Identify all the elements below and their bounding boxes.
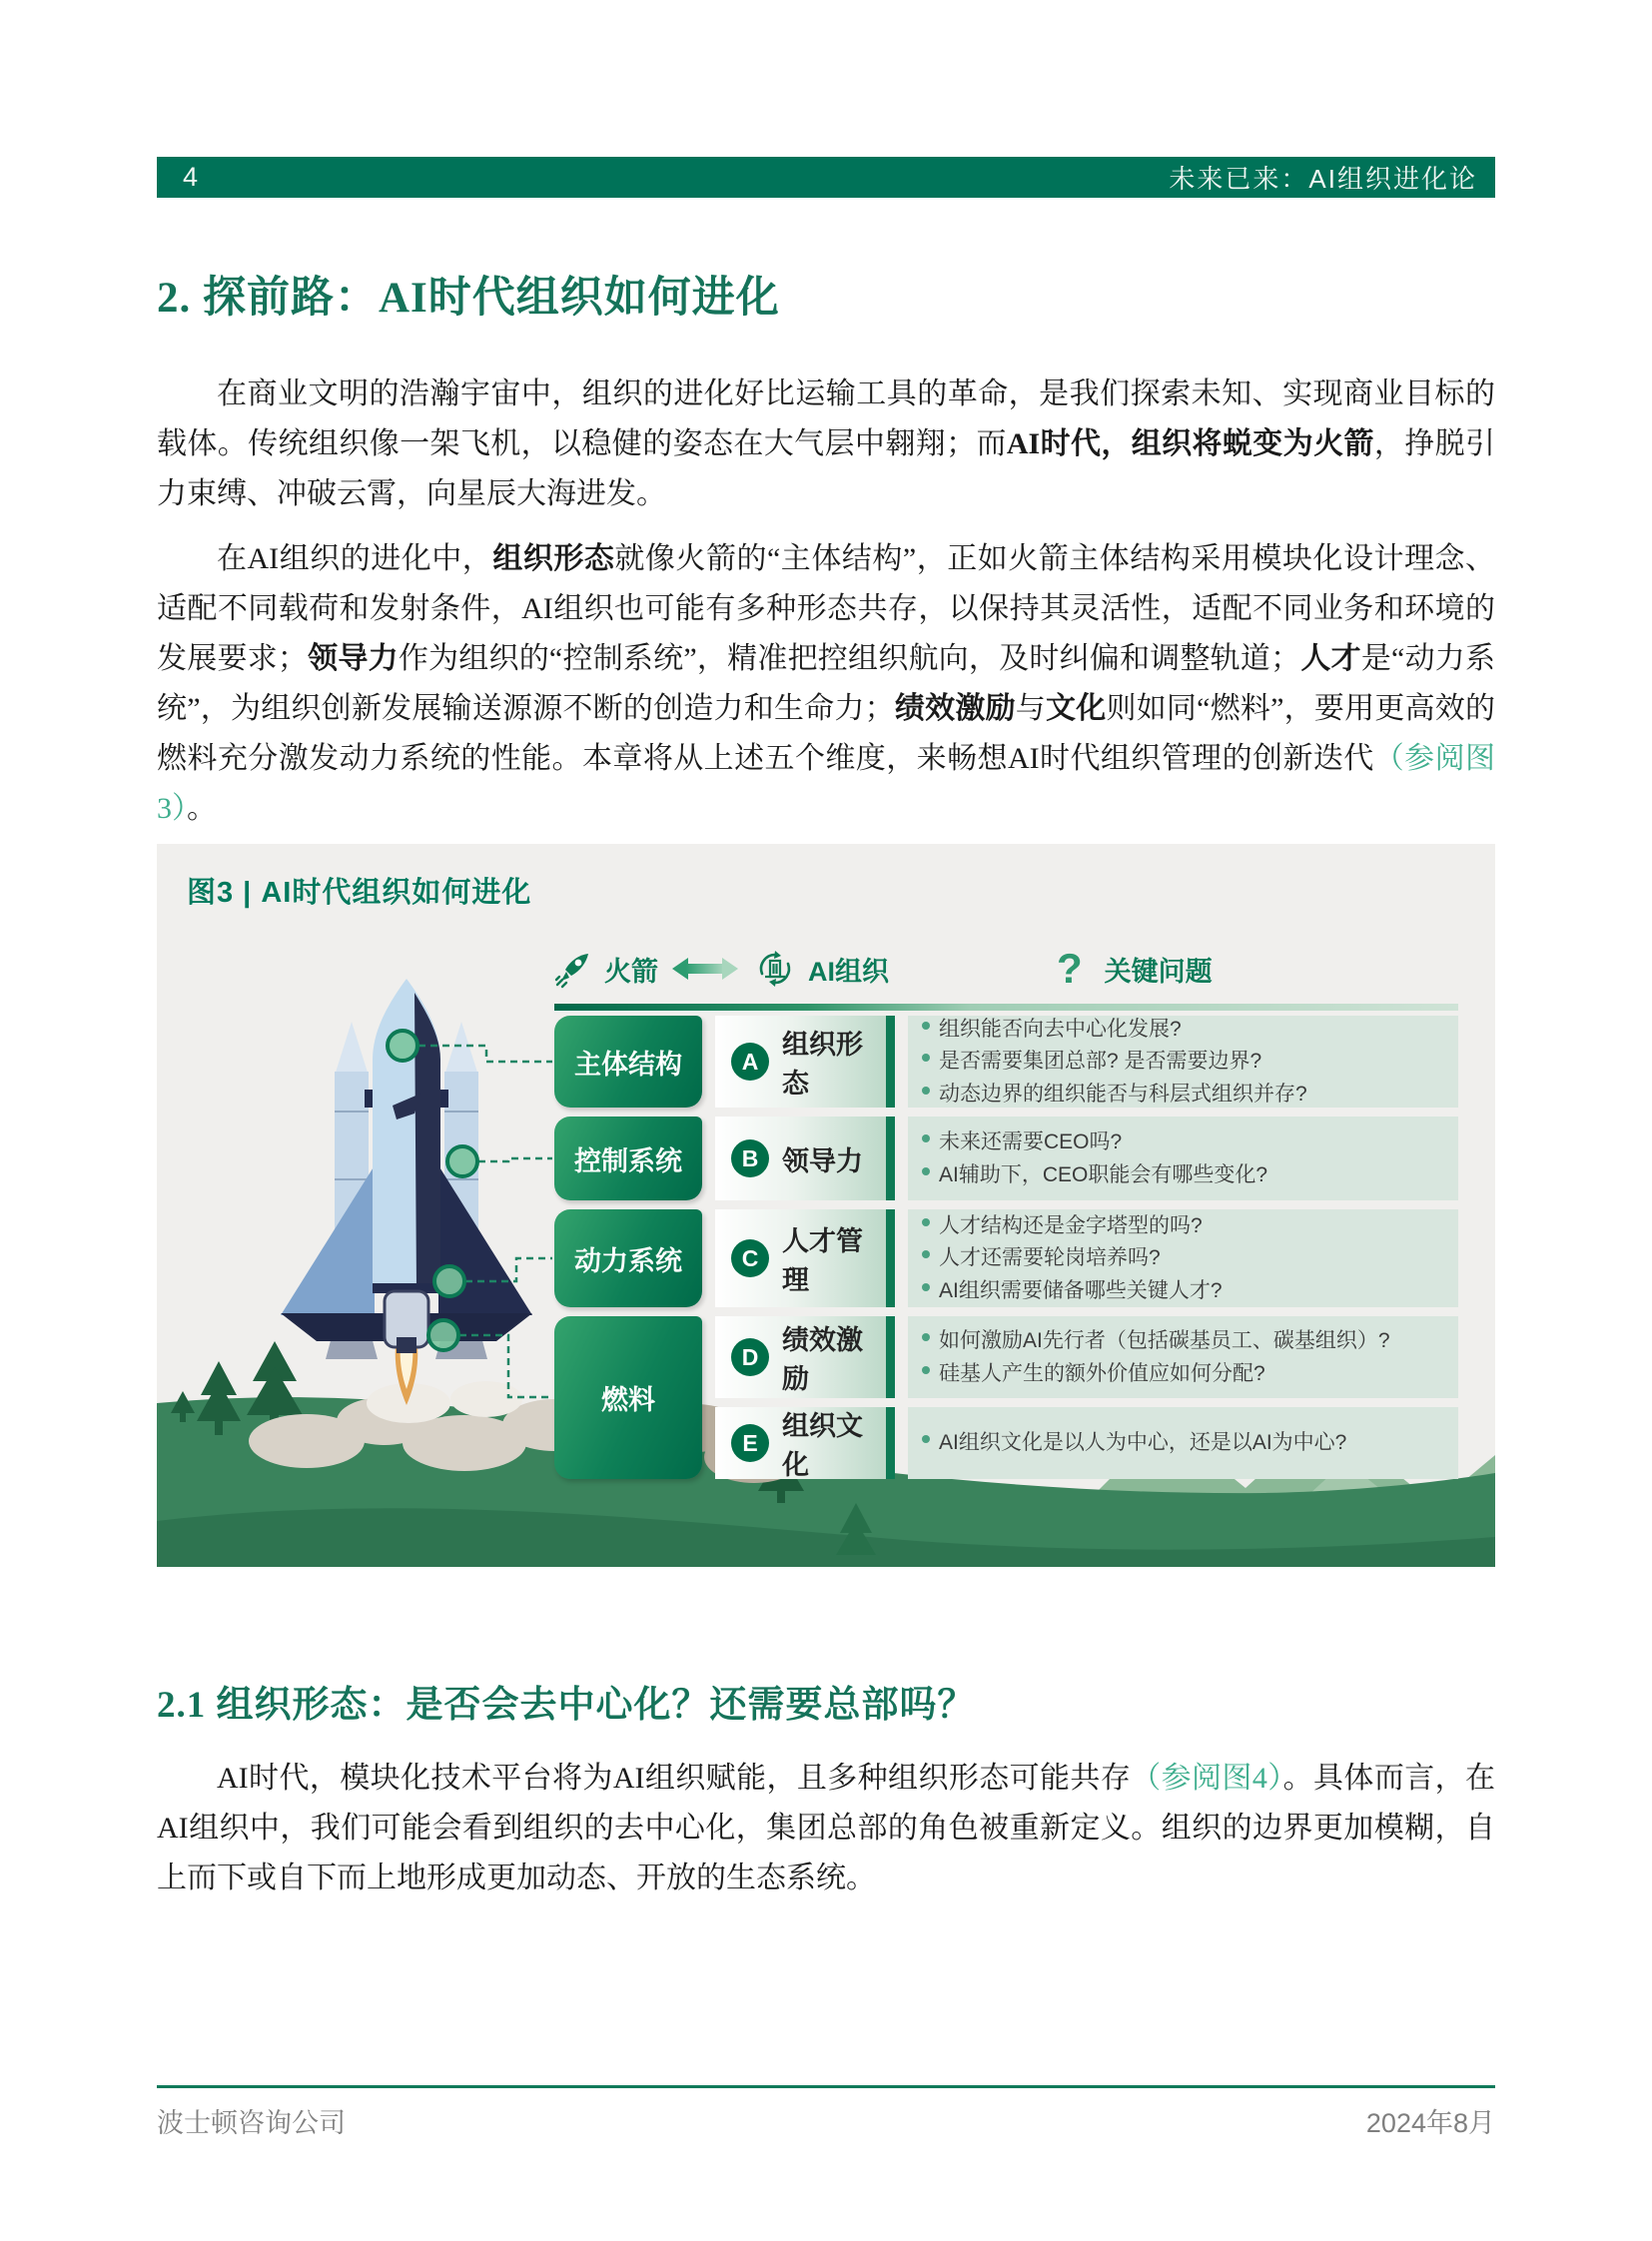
figure-title: 图3 | AI时代组织如何进化 [187, 877, 532, 909]
badge-a: A [731, 1043, 769, 1081]
bullet-dot [922, 1218, 930, 1226]
badge-e: E [731, 1424, 769, 1462]
question-text: 人才结构还是金字塔型的吗? [939, 1214, 1203, 1238]
aspect-label-d: 绩效激励 [782, 1325, 863, 1394]
bullet-dot [922, 1250, 930, 1258]
rocket-part-box-fuel: 燃料 [554, 1316, 702, 1479]
question-item [922, 1429, 1452, 1456]
text-run: 则如同“燃料”，要用更高效的燃料充分激发动力系统的性能。本章将从上述五个维度，来畅想AI时代组织管理的创新迭代 [157, 692, 1496, 775]
question-text: 组织能否向去中心化发展? [939, 1018, 1182, 1042]
aspect-cell-b [715, 1117, 895, 1200]
question-item [922, 1360, 1452, 1387]
text-run: 。具体而言，在AI组织中，我们可能会看到组织的去中心化，集团总部的角色被重新定义。组织的边界更加模糊，自上而下或自下而上地形成更加动态、开放的生态系统。 [157, 1762, 1496, 1894]
text-run: AI时代，模块化技术平台将为AI组织赋能，且多种组织形态可能共存 [217, 1762, 1132, 1795]
text-run: 是“动力系统”，为组织创新发展输送源源不断的创造力和生命力； [157, 642, 1496, 725]
bold-text: 组织形态 [492, 542, 615, 575]
question-item [922, 1212, 1452, 1239]
paragraph-2 [157, 534, 1495, 834]
bullet-dot [922, 1333, 930, 1341]
badge-b: B [731, 1139, 769, 1177]
bold-text: 文化 [1046, 692, 1107, 725]
figure-legend [554, 940, 1458, 998]
legend-rocket-label: 火箭 [604, 956, 658, 987]
page-header-bar [157, 157, 1495, 198]
double-arrow-icon [672, 956, 738, 982]
rocket-icon [554, 949, 594, 989]
rocket-part-box-control: 控制系统 [554, 1117, 702, 1200]
section-2-title: 2. 探前路：AI时代组织如何进化 [157, 275, 780, 322]
question-text: 如何激励AI先行者（包括碳基员工、碳基组织）? [939, 1329, 1390, 1353]
legend-questions-group [1057, 945, 1213, 992]
bullet-dot [922, 1366, 930, 1374]
aspect-label-b: 领导力 [782, 1145, 863, 1176]
rocket-part-box-power: 动力系统 [554, 1209, 702, 1307]
question-item [922, 1244, 1452, 1271]
badge-d: D [731, 1338, 769, 1376]
document-title: 未来已来：AI组织进化论 [1169, 164, 1477, 194]
question-item [922, 1128, 1452, 1155]
rocket-part-box-structure: 主体结构 [554, 1016, 702, 1108]
page-number: 4 [183, 162, 199, 192]
question-text: 动态边界的组织能否与科层式组织并存? [939, 1082, 1307, 1106]
question-item [922, 1081, 1452, 1108]
question-text: 硅基人产生的额外价值应如何分配? [939, 1361, 1265, 1385]
text-run: ，挣脱引力束缚、冲破云霄，向星辰大海进发。 [157, 427, 1496, 510]
bullet-dot [922, 1167, 930, 1175]
bullet-dot [922, 1283, 930, 1291]
text-run: 在商业文明的浩瀚宇宙中，组织的进化好比运输工具的革命，是我们探索未知、实现商业目标的载体。传统组织像一架飞机，以稳健的姿态在大气层中翱翔；而 [157, 377, 1495, 460]
question-item [922, 1048, 1452, 1075]
question-item [922, 1277, 1452, 1304]
bullet-dot [922, 1134, 930, 1142]
text-run: 作为组织的“控制系统”，精准把控组织航向，及时纠偏和调整轨道； [398, 642, 1301, 675]
questions-cell-b [908, 1117, 1458, 1200]
legend-questions-label: 关键问题 [1104, 956, 1213, 987]
aspect-label-e: 组织文化 [782, 1411, 863, 1480]
questions-cell-e [908, 1407, 1458, 1479]
aspect-cell-d [715, 1316, 895, 1398]
text-run: 就像火箭的“主体结构”，正如火箭主体结构采用模块化设计理念、适配不同载荷和发射条件，AI组织也可能有多种形态共存，以保持其灵活性，适配不同业务和环境的发展要求； [157, 542, 1496, 675]
footer-date: 2024年8月 [1365, 2108, 1495, 2138]
bullet-dot [922, 1435, 930, 1443]
questions-cell-c [908, 1209, 1458, 1307]
question-text: 是否需要集团总部? 是否需要边界? [939, 1050, 1262, 1074]
question-item [922, 1327, 1452, 1354]
text-run: 与 [1015, 692, 1047, 725]
bullet-dot [922, 1022, 930, 1030]
section-2-1-title: 2.1 组织形态：是否会去中心化？还需要总部吗？ [157, 1685, 976, 1726]
bold-text: 人才 [1300, 642, 1361, 675]
figure-reference-link[interactable]: （参阅图3） [157, 742, 1495, 825]
aspect-cell-e [715, 1407, 895, 1479]
footer-divider [157, 2085, 1495, 2088]
legend-ai-label: AI组织 [808, 956, 889, 987]
aspect-label-a: 组织形态 [782, 1030, 863, 1099]
footer-company: 波士顿咨询公司 [157, 2108, 346, 2138]
bullet-dot [922, 1054, 930, 1062]
question-item [922, 1016, 1452, 1043]
figure-reference-link[interactable]: （参阅图4） [1131, 1762, 1283, 1795]
question-mark-icon: ? [1057, 945, 1083, 992]
text-run: 在AI组织的进化中， [217, 542, 493, 575]
legend-divider-bar [554, 1004, 1458, 1011]
question-text: AI组织需要储备哪些关键人才? [939, 1278, 1223, 1302]
ai-organization-icon [752, 946, 798, 992]
question-text: 人才还需要轮岗培养吗? [939, 1246, 1161, 1270]
questions-cell-a [908, 1016, 1458, 1108]
question-text: AI组织文化是以人为中心，还是以AI为中心? [939, 1431, 1347, 1455]
figure-table [554, 1016, 1458, 1479]
paragraph-1 [157, 370, 1495, 519]
aspect-cell-c [715, 1209, 895, 1307]
question-text: AI辅助下，CEO职能会有哪些变化? [939, 1162, 1268, 1186]
question-item [922, 1161, 1452, 1188]
bold-text: AI时代，组织将蜕变为火箭 [1006, 427, 1374, 460]
bold-text: 绩效激励 [894, 692, 1016, 725]
text-run: 。 [187, 792, 217, 825]
paragraph-3 [157, 1754, 1495, 1903]
aspect-label-c: 人才管理 [782, 1226, 863, 1295]
figure-3 [157, 844, 1495, 1567]
questions-cell-d [908, 1316, 1458, 1398]
bullet-dot [922, 1087, 930, 1095]
question-text: 未来还需要CEO吗? [939, 1130, 1123, 1154]
aspect-cell-a [715, 1016, 895, 1108]
bold-text: 领导力 [307, 642, 399, 675]
page-footer [157, 2101, 1495, 2140]
badge-c: C [731, 1239, 769, 1277]
